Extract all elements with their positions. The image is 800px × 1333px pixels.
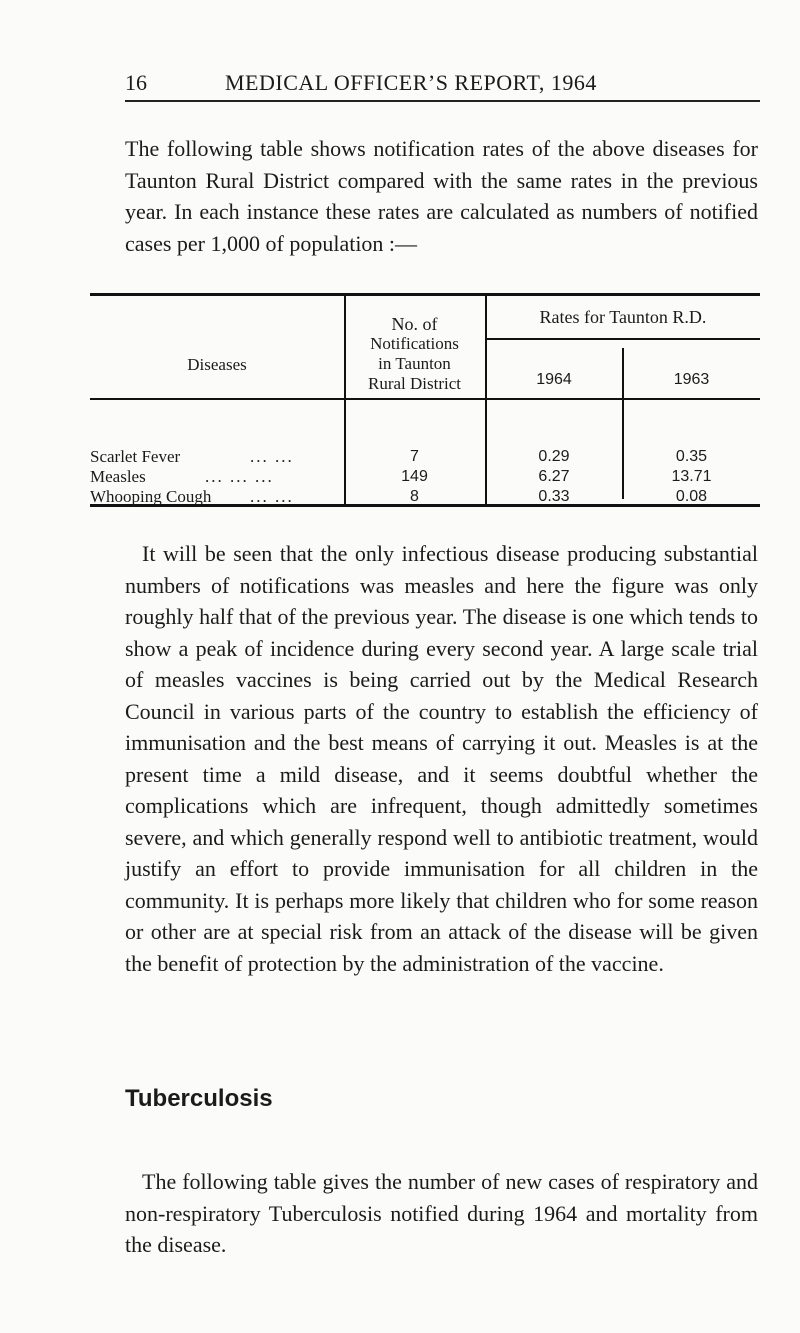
leader-dots: ... ... <box>250 447 294 466</box>
rate-1964-value: 6.27 <box>538 468 570 485</box>
col-header-notifications-line-1: No. of <box>391 314 438 334</box>
col-header-diseases: Diseases <box>187 355 247 374</box>
col-header-1964: 1964 <box>536 371 572 388</box>
disease-label: Scarlet Fever <box>90 447 181 466</box>
leader-dots: ... ... <box>250 487 294 506</box>
page-number: 16 <box>125 70 147 95</box>
rate-1963-value: 0.35 <box>675 448 708 465</box>
measles-discussion-paragraph: It will be seen that the only infectious disease producing substantial numbers of notifications was measles and here the figure was only roughly half that of the previous year. The disease is one which tends to show a peak of incidence during every second year. A large scale trial of measles vaccines is being carried out by the Medical Research Council in various parts of the country to establish the efficiency of immunisation and the best means of carrying it out. Measles is at the present time a mild disease, and it seems doubtful whether the complications which are infrequent, though admittedly sometimes severe, and which generally respond well to antibiotic treatment, would justify an effort to provide immunisation for all children in the community. It is perhaps more likely that children who for some reason or other are at special risk from an attack of the disease will be given the benefit of protection by the administration of the vaccine. <box>125 541 758 976</box>
rates-group-rule <box>486 338 760 340</box>
disease-label: Measles <box>90 467 146 486</box>
notification-rates-table <box>90 293 760 508</box>
intro-paragraph: The following table shows notification rates of the above diseases for Taunton Rural District compared with the same rates in the previous year. In each instance these rates are calculated as numbers of notified cases per 1,000 of population :— <box>125 136 758 256</box>
disease-name <box>90 447 340 467</box>
col-header-1963: 1963 <box>673 371 710 388</box>
disease-name <box>90 487 340 507</box>
col-header-notifications-line-3: in Taunton <box>378 354 451 373</box>
notifications-value: 7 <box>410 448 419 465</box>
col-header-rates-group: Rates for Taunton R.D. <box>539 307 707 327</box>
rate-1963-value: 0.08 <box>675 488 708 505</box>
table-top-rule <box>90 293 760 296</box>
rate-1964-value: 0.29 <box>538 448 570 465</box>
running-title: MEDICAL OFFICER’S REPORT, 1964 <box>225 70 597 95</box>
leader-dots: ... ... ... <box>205 467 274 486</box>
tuberculosis-intro-paragraph: The following table gives the number of new cases of respiratory and non-respiratory Tuberculosis notified during 1964 and mortality from the disease. <box>125 1169 758 1257</box>
header-rule <box>125 100 760 102</box>
disease-name <box>90 467 340 487</box>
disease-label: Whooping Cough <box>90 487 212 506</box>
col-header-notifications <box>344 314 485 394</box>
col-header-notifications-line-4: Rural District <box>367 374 461 393</box>
rate-1964-value: 0.33 <box>538 488 570 505</box>
page-header <box>125 70 760 100</box>
notifications-value: 8 <box>410 488 419 505</box>
section-heading-tuberculosis: Tuberculosis <box>125 1085 273 1112</box>
header-bottom-rule <box>90 398 760 400</box>
rate-1963-value: 13.71 <box>671 468 712 485</box>
col-header-notifications-line-2: Notifications <box>370 334 459 353</box>
notifications-value: 149 <box>401 468 428 485</box>
